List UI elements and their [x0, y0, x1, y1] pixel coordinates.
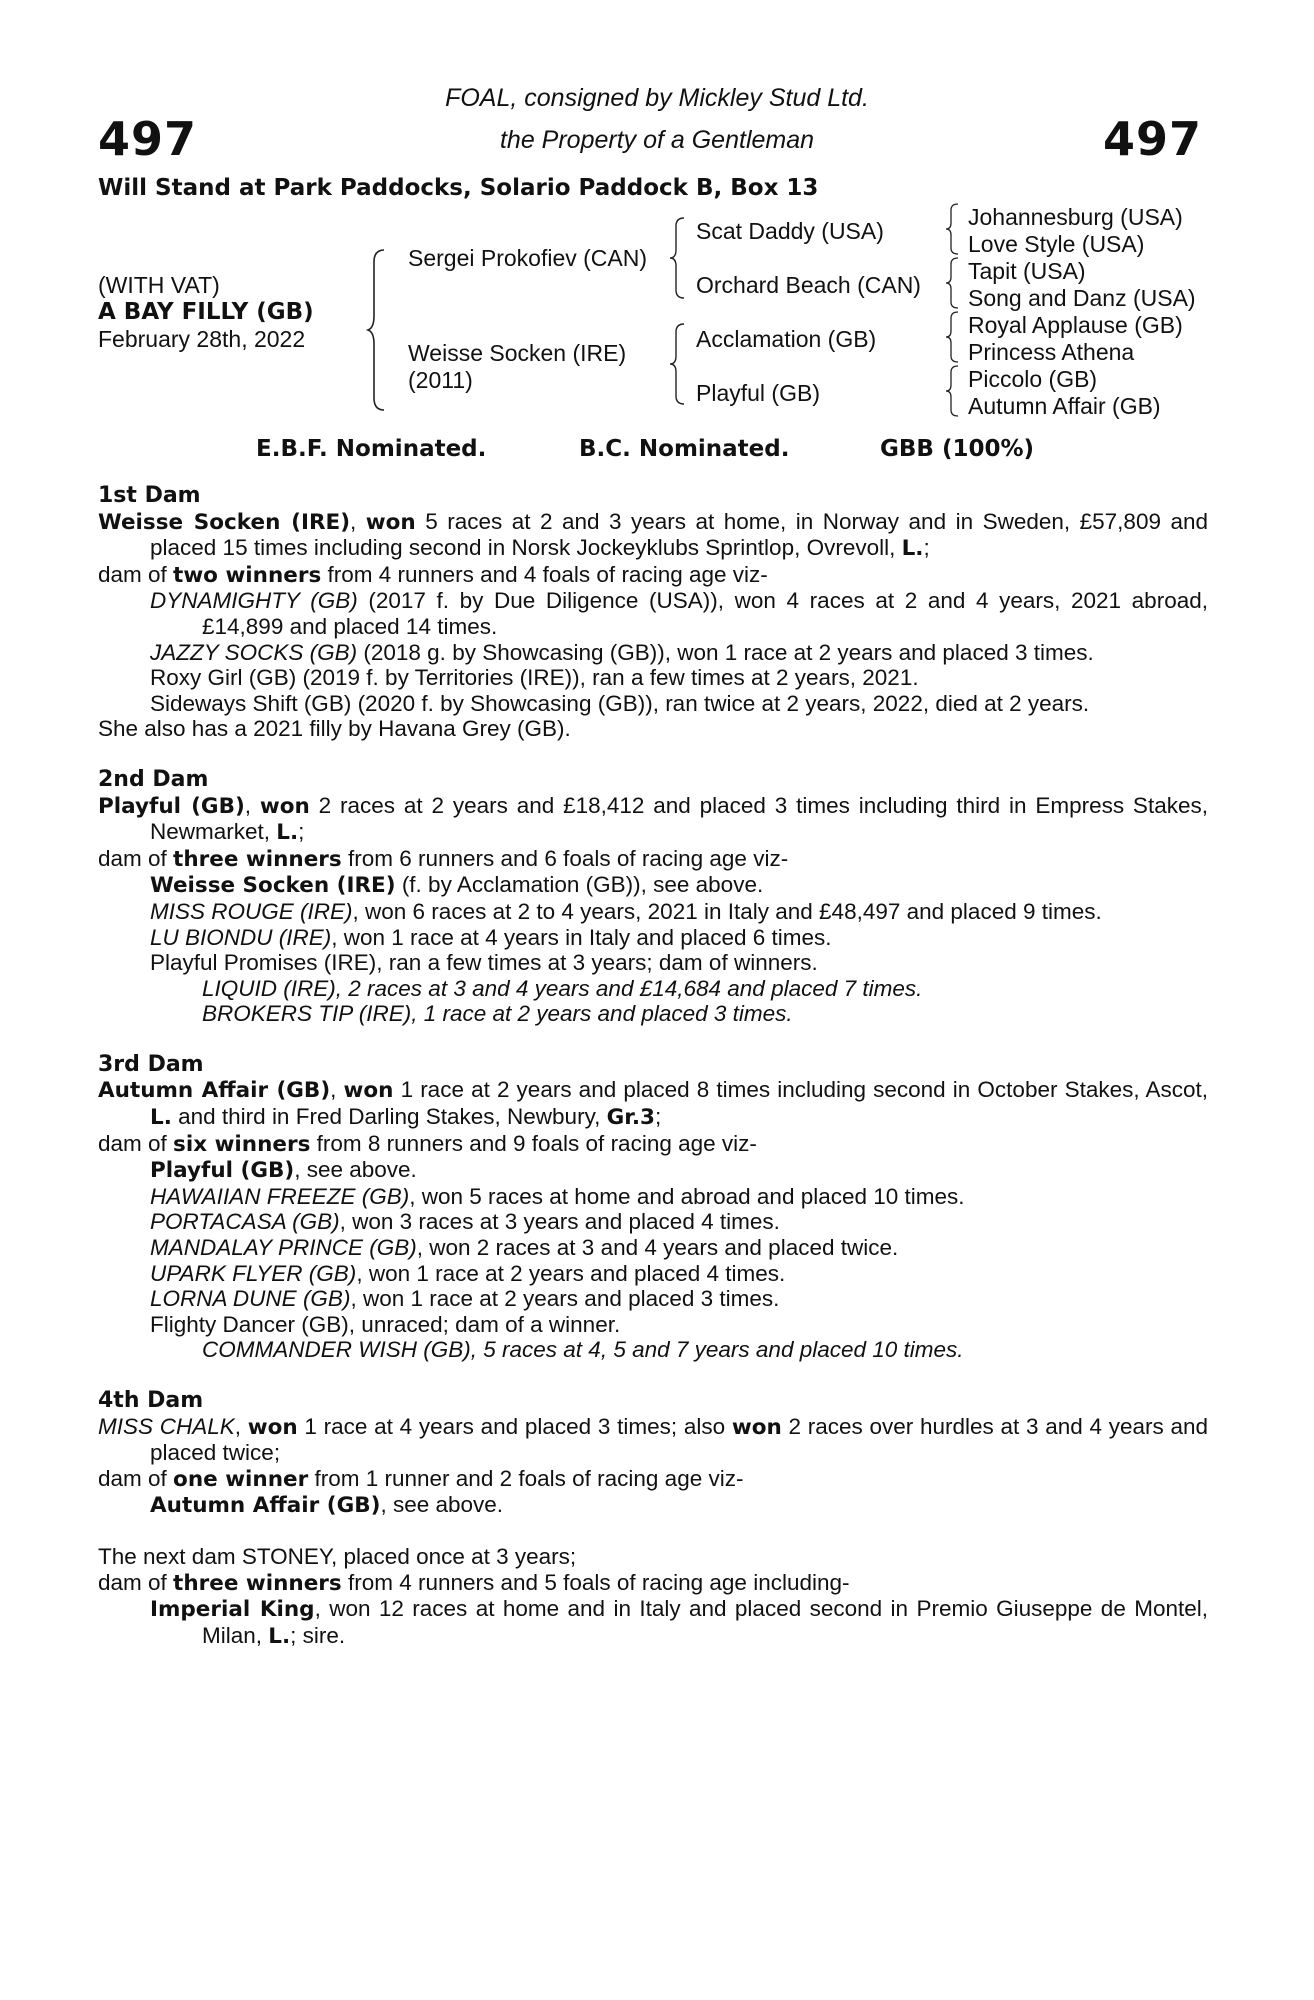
progeny-item: MISS ROUGE (IRE), won 6 races at 2 to 4 years, 2021 in Italy and £48,497 and placed 9 times. [150, 898, 1102, 924]
third-dam-section [98, 1052, 1208, 1363]
dam-dam: Playful (GB) [696, 380, 820, 406]
lot-number-right: 497 [1102, 112, 1202, 166]
dam-record: Playful (GB), won 2 races at 2 years and £18,412 and placed 3 times including third in Empress Stakes, Newmarket, L.; [98, 792, 1208, 846]
dam-sire: Acclamation (GB) [696, 326, 877, 352]
second-dam-section [98, 767, 1208, 1027]
progeny-item: PORTACASA (GB), won 3 races at 3 years and placed 4 times. [150, 1209, 780, 1235]
vat-note: (WITH VAT) [98, 272, 220, 298]
section-heading: 4th Dam [98, 1388, 204, 1413]
dam-record: MISS CHALK, won 1 race at 4 years and placed 3 times; also won 2 races over hurdles at 3 and 4 years and placed twice; [98, 1413, 1208, 1466]
dam-details [98, 483, 1208, 1674]
progeny-item: Flighty Dancer (GB), unraced; dam of a winner. [150, 1311, 621, 1337]
grand-progeny-item: LIQUID (IRE), 2 races at 3 and 4 years and £14,684 and placed 7 times. [202, 975, 923, 1001]
progeny-item: LORNA DUNE (GB), won 1 race at 2 years and placed 3 times. [150, 1286, 780, 1312]
section-heading: 2nd Dam [98, 766, 209, 792]
progeny-item: DYNAMIGHTY (GB) (2017 f. by Due Diligence (USA)), won 4 races at 2 and 4 years, 2021 abroad, £14,899 and placed 14 times. [150, 588, 1208, 639]
sire: Sergei Prokofiev (CAN) [408, 245, 648, 271]
dam-of-line: dam of two winners from 4 runners and 4 foals of racing age viz- [98, 561, 768, 588]
dam-of-line: dam of six winners from 8 runners and 9 foals of racing age viz- [98, 1130, 757, 1157]
progeny-item: MANDALAY PRINCE (GB), won 2 races at 3 and 4 years and placed twice. [150, 1235, 899, 1261]
pedigree-brace-sd [944, 256, 962, 310]
dam-record: Weisse Socken (IRE), won 5 races at 2 and 3 years at home, in Norway and in Sweden, £57,809 and placed 15 times including second in Norsk Jockeyklubs Sprintlop, Ovrevoll, L.; [98, 508, 1209, 562]
bc-nomination: B.C. Nominated. [579, 436, 790, 462]
progeny-item: HAWAIIAN FREEZE (GB), won 5 races at home and abroad and placed 10 times. [150, 1183, 965, 1209]
sds: Tapit (USA) [968, 258, 1086, 284]
dam-year: (2011) [408, 367, 473, 393]
progeny-item: Autumn Affair (GB), see above. [150, 1492, 504, 1519]
progeny-item: Roxy Girl (GB) (2019 f. by Territories (IRE)), ran a few times at 2 years, 2021. [150, 665, 919, 691]
dam-of-line: dam of three winners from 4 runners and 5 foals of racing age including- [98, 1569, 850, 1596]
section-heading: 1st Dam [98, 483, 201, 508]
sss: Johannesburg (USA) [968, 204, 1183, 230]
progeny-item: UPARK FLYER (GB), won 1 race at 2 years and placed 4 times. [150, 1260, 786, 1286]
ddd: Autumn Affair (GB) [968, 393, 1161, 419]
sdd: Song and Danz (USA) [968, 285, 1196, 311]
pedigree-brace-ds [944, 310, 962, 364]
progeny-item: Weisse Socken (IRE) (f. by Acclamation (GB)), see above. [150, 872, 764, 899]
pedigree-brace-main [366, 248, 390, 413]
gbb-note: GBB (100%) [880, 436, 1035, 462]
lot-title: A BAY FILLY (GB) [98, 299, 314, 325]
next-dam-section [98, 1544, 1208, 1649]
dam: Weisse Socken (IRE) [408, 340, 627, 366]
pedigree-brace-dam [668, 322, 690, 406]
progeny-item: Playful Promises (IRE), ran a few times at 3 years; dam of winners. [150, 950, 818, 976]
progeny-item: Sideways Shift (GB) (2020 f. by Showcasing (GB)), ran twice at 2 years, 2022, died at 2 years. [150, 690, 1090, 716]
also-note: She also has a 2021 filly by Havana Grey (GB). [98, 716, 571, 742]
dds: Piccolo (GB) [968, 366, 1098, 392]
consignor-line: FOAL, consigned by Mickley Stud Ltd. [445, 84, 869, 112]
pedigree-brace-ss [944, 202, 962, 256]
grand-progeny-item: COMMANDER WISH (GB), 5 races at 4, 5 and 7 years and placed 10 times. [202, 1337, 964, 1363]
dam-record: Autumn Affair (GB), won 1 race at 2 years and placed 8 times including second in October Stakes, Ascot, L. and third in Fred Darling Stakes, Newbury, Gr.3; [98, 1077, 1208, 1131]
dam-of-line: dam of three winners from 6 runners and 6 foals of racing age viz- [98, 845, 789, 872]
stand-location: Will Stand at Park Paddocks, Solario Paddock B, Box 13 [98, 175, 819, 201]
first-dam-section [98, 483, 1208, 742]
pedigree-brace-sire [668, 216, 690, 300]
progeny-item: LU BIONDU (IRE), won 1 race at 4 years in Italy and placed 6 times. [150, 924, 832, 950]
section-heading: 3rd Dam [98, 1051, 204, 1077]
foaling-date: February 28th, 2022 [98, 326, 306, 352]
lot-number-left: 497 [98, 112, 198, 166]
progeny-item: Playful (GB), see above. [150, 1157, 417, 1184]
sire-sire: Scat Daddy (USA) [696, 218, 884, 244]
property-line: the Property of a Gentleman [499, 126, 815, 154]
dsd: Princess Athena [968, 339, 1135, 365]
fourth-dam-section [98, 1388, 1208, 1519]
next-dam-line: The next dam STONEY, placed once at 3 years; [98, 1543, 577, 1569]
ssd: Love Style (USA) [968, 231, 1145, 257]
progeny-item: JAZZY SOCKS (GB) (2018 g. by Showcasing (GB)), won 1 race at 2 years and placed 3 times. [150, 639, 1094, 665]
dam-of-line: dam of one winner from 1 runner and 2 foals of racing age viz- [98, 1465, 744, 1492]
grand-progeny-item: BROKERS TIP (IRE), 1 race at 2 years and placed 3 times. [202, 1001, 793, 1027]
pedigree-brace-dd [944, 364, 962, 418]
dss: Royal Applause (GB) [968, 312, 1183, 338]
ebf-nomination: E.B.F. Nominated. [256, 436, 487, 462]
progeny-item: Imperial King, won 12 races at home and in Italy and placed second in Premio Giuseppe de Montel, Milan, L.; sire. [150, 1596, 1209, 1649]
sire-dam: Orchard Beach (CAN) [696, 272, 921, 298]
